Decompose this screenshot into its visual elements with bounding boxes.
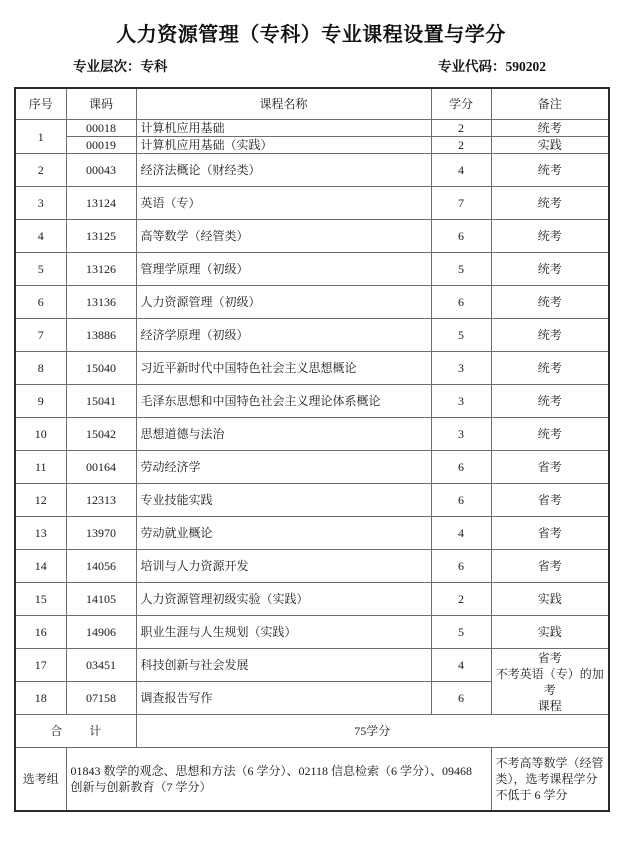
cell-credit: 7 bbox=[431, 187, 491, 220]
cell-remark: 统考 bbox=[491, 187, 609, 220]
table-container bbox=[0, 87, 622, 812]
cell-code: 14105 bbox=[66, 583, 136, 616]
cell-course-name: 管理学原理（初级） bbox=[136, 253, 431, 286]
cell-no: 8 bbox=[15, 352, 66, 385]
cell-credit: 2 bbox=[431, 583, 491, 616]
cell-credit: 6 bbox=[431, 286, 491, 319]
cell-course-name: 经济法概论（财经类） bbox=[136, 154, 431, 187]
cell-code: 13970 bbox=[66, 517, 136, 550]
cell-code: 00164 bbox=[66, 451, 136, 484]
column-header-no: 序号 bbox=[15, 88, 66, 120]
cell-no: 18 bbox=[15, 682, 66, 715]
table-row bbox=[15, 517, 609, 550]
cell-code: 00043 bbox=[66, 154, 136, 187]
cell-code: 13886 bbox=[66, 319, 136, 352]
cell-credit: 2 bbox=[431, 120, 491, 137]
cell-remark: 统考 bbox=[491, 286, 609, 319]
cell-credit: 4 bbox=[431, 517, 491, 550]
cell-no: 3 bbox=[15, 187, 66, 220]
cell-course-name: 专业技能实践 bbox=[136, 484, 431, 517]
cell-code: 03451 bbox=[66, 649, 136, 682]
table-footer bbox=[15, 715, 609, 812]
cell-course-name: 人力资源管理（初级） bbox=[136, 286, 431, 319]
cell-remark: 统考 bbox=[491, 154, 609, 187]
table-row bbox=[15, 649, 609, 682]
cell-credit: 6 bbox=[431, 484, 491, 517]
table-body bbox=[15, 120, 609, 715]
cell-course-name: 科技创新与社会发展 bbox=[136, 649, 431, 682]
cell-code: 15041 bbox=[66, 385, 136, 418]
cell-no: 11 bbox=[15, 451, 66, 484]
cell-course-name: 经济学原理（初级） bbox=[136, 319, 431, 352]
cell-no: 9 bbox=[15, 385, 66, 418]
major-code-label: 专业代码：590202 bbox=[438, 59, 546, 74]
cell-course-name: 劳动就业概论 bbox=[136, 517, 431, 550]
remark-line: 课程 bbox=[537, 699, 562, 714]
cell-no: 15 bbox=[15, 583, 66, 616]
subtitle-row bbox=[0, 49, 622, 79]
table-row bbox=[15, 319, 609, 352]
cell-no: 1 bbox=[15, 120, 66, 154]
cell-course-name: 计算机应用基础（实践） bbox=[136, 137, 431, 154]
table-row bbox=[15, 187, 609, 220]
table-row bbox=[15, 418, 609, 451]
cell-remark: 统考 bbox=[491, 220, 609, 253]
table-header-row bbox=[15, 88, 609, 120]
cell-remark-merged bbox=[491, 649, 609, 715]
cell-remark: 实践 bbox=[491, 583, 609, 616]
cell-credit: 6 bbox=[431, 550, 491, 583]
cell-code: 00019 bbox=[66, 137, 136, 154]
cell-credit: 4 bbox=[431, 649, 491, 682]
cell-no: 16 bbox=[15, 616, 66, 649]
elective-row bbox=[15, 748, 609, 812]
major-level-label: 专业层次：专科 bbox=[73, 59, 168, 74]
elective-note: 不考高等数学（经管类），选考课程学分不低于 6 学分 bbox=[491, 748, 609, 812]
cell-no: 10 bbox=[15, 418, 66, 451]
cell-code: 12313 bbox=[66, 484, 136, 517]
table-row bbox=[15, 137, 609, 154]
column-header-name: 课程名称 bbox=[136, 88, 431, 120]
cell-remark: 省考 bbox=[491, 550, 609, 583]
table-header bbox=[15, 88, 609, 120]
remark-line: 省考 bbox=[537, 650, 562, 665]
cell-course-name: 计算机应用基础 bbox=[136, 120, 431, 137]
cell-course-name: 职业生涯与人生规划（实践） bbox=[136, 616, 431, 649]
total-row bbox=[15, 715, 609, 748]
table-row bbox=[15, 154, 609, 187]
cell-credit: 6 bbox=[431, 682, 491, 715]
cell-credit: 3 bbox=[431, 418, 491, 451]
table-row bbox=[15, 220, 609, 253]
cell-code: 13136 bbox=[66, 286, 136, 319]
cell-code: 13126 bbox=[66, 253, 136, 286]
cell-credit: 5 bbox=[431, 253, 491, 286]
elective-label: 选考组 bbox=[15, 748, 66, 812]
column-header-credit: 学分 bbox=[431, 88, 491, 120]
cell-credit: 3 bbox=[431, 385, 491, 418]
table-row bbox=[15, 120, 609, 137]
cell-remark: 统考 bbox=[491, 253, 609, 286]
cell-credit: 4 bbox=[431, 154, 491, 187]
table-row bbox=[15, 451, 609, 484]
cell-credit: 6 bbox=[431, 451, 491, 484]
cell-remark: 实践 bbox=[491, 137, 609, 154]
cell-remark: 实践 bbox=[491, 616, 609, 649]
cell-course-name: 人力资源管理初级实验（实践） bbox=[136, 583, 431, 616]
cell-no: 4 bbox=[15, 220, 66, 253]
total-value: 75学分 bbox=[136, 715, 609, 748]
cell-course-name: 劳动经济学 bbox=[136, 451, 431, 484]
cell-code: 15042 bbox=[66, 418, 136, 451]
table-row bbox=[15, 550, 609, 583]
cell-remark: 统考 bbox=[491, 385, 609, 418]
cell-credit: 3 bbox=[431, 352, 491, 385]
cell-credit: 2 bbox=[431, 137, 491, 154]
cell-no: 6 bbox=[15, 286, 66, 319]
cell-course-name: 英语（专） bbox=[136, 187, 431, 220]
table-row bbox=[15, 253, 609, 286]
cell-code: 07158 bbox=[66, 682, 136, 715]
cell-credit: 5 bbox=[431, 319, 491, 352]
cell-code: 13125 bbox=[66, 220, 136, 253]
cell-no: 2 bbox=[15, 154, 66, 187]
cell-credit: 5 bbox=[431, 616, 491, 649]
table-row bbox=[15, 352, 609, 385]
cell-no: 17 bbox=[15, 649, 66, 682]
cell-course-name: 培训与人力资源开发 bbox=[136, 550, 431, 583]
cell-course-name: 高等数学（经管类） bbox=[136, 220, 431, 253]
cell-remark: 统考 bbox=[491, 352, 609, 385]
course-table bbox=[14, 87, 610, 812]
table-row bbox=[15, 484, 609, 517]
cell-remark: 统考 bbox=[491, 418, 609, 451]
cell-remark: 省考 bbox=[491, 451, 609, 484]
cell-no: 14 bbox=[15, 550, 66, 583]
cell-no: 13 bbox=[15, 517, 66, 550]
column-header-code: 课码 bbox=[66, 88, 136, 120]
cell-credit: 6 bbox=[431, 220, 491, 253]
cell-no: 5 bbox=[15, 253, 66, 286]
cell-course-name: 习近平新时代中国特色社会主义思想概论 bbox=[136, 352, 431, 385]
elective-body: 01843 数学的观念、思想和方法（6 学分）、02118 信息检索（6 学分）、09468 创新与创新教育（7 学分） bbox=[66, 748, 491, 812]
remark-line: 不考英语（专）的加考 bbox=[495, 666, 604, 697]
cell-no: 7 bbox=[15, 319, 66, 352]
cell-remark: 省考 bbox=[491, 517, 609, 550]
cell-code: 14906 bbox=[66, 616, 136, 649]
cell-code: 15040 bbox=[66, 352, 136, 385]
cell-course-name: 调查报告写作 bbox=[136, 682, 431, 715]
cell-course-name: 毛泽东思想和中国特色社会主义理论体系概论 bbox=[136, 385, 431, 418]
cell-code: 14056 bbox=[66, 550, 136, 583]
cell-remark: 省考 bbox=[491, 484, 609, 517]
cell-code: 00018 bbox=[66, 120, 136, 137]
table-row bbox=[15, 616, 609, 649]
column-header-remark: 备注 bbox=[491, 88, 609, 120]
cell-remark: 统考 bbox=[491, 319, 609, 352]
total-label: 合 计 bbox=[15, 715, 136, 748]
table-row bbox=[15, 286, 609, 319]
cell-no: 12 bbox=[15, 484, 66, 517]
page-title: 人力资源管理（专科）专业课程设置与学分 bbox=[116, 24, 506, 46]
cell-remark: 统考 bbox=[491, 120, 609, 137]
cell-code: 13124 bbox=[66, 187, 136, 220]
table-row bbox=[15, 583, 609, 616]
cell-course-name: 思想道德与法治 bbox=[136, 418, 431, 451]
table-row bbox=[15, 385, 609, 418]
